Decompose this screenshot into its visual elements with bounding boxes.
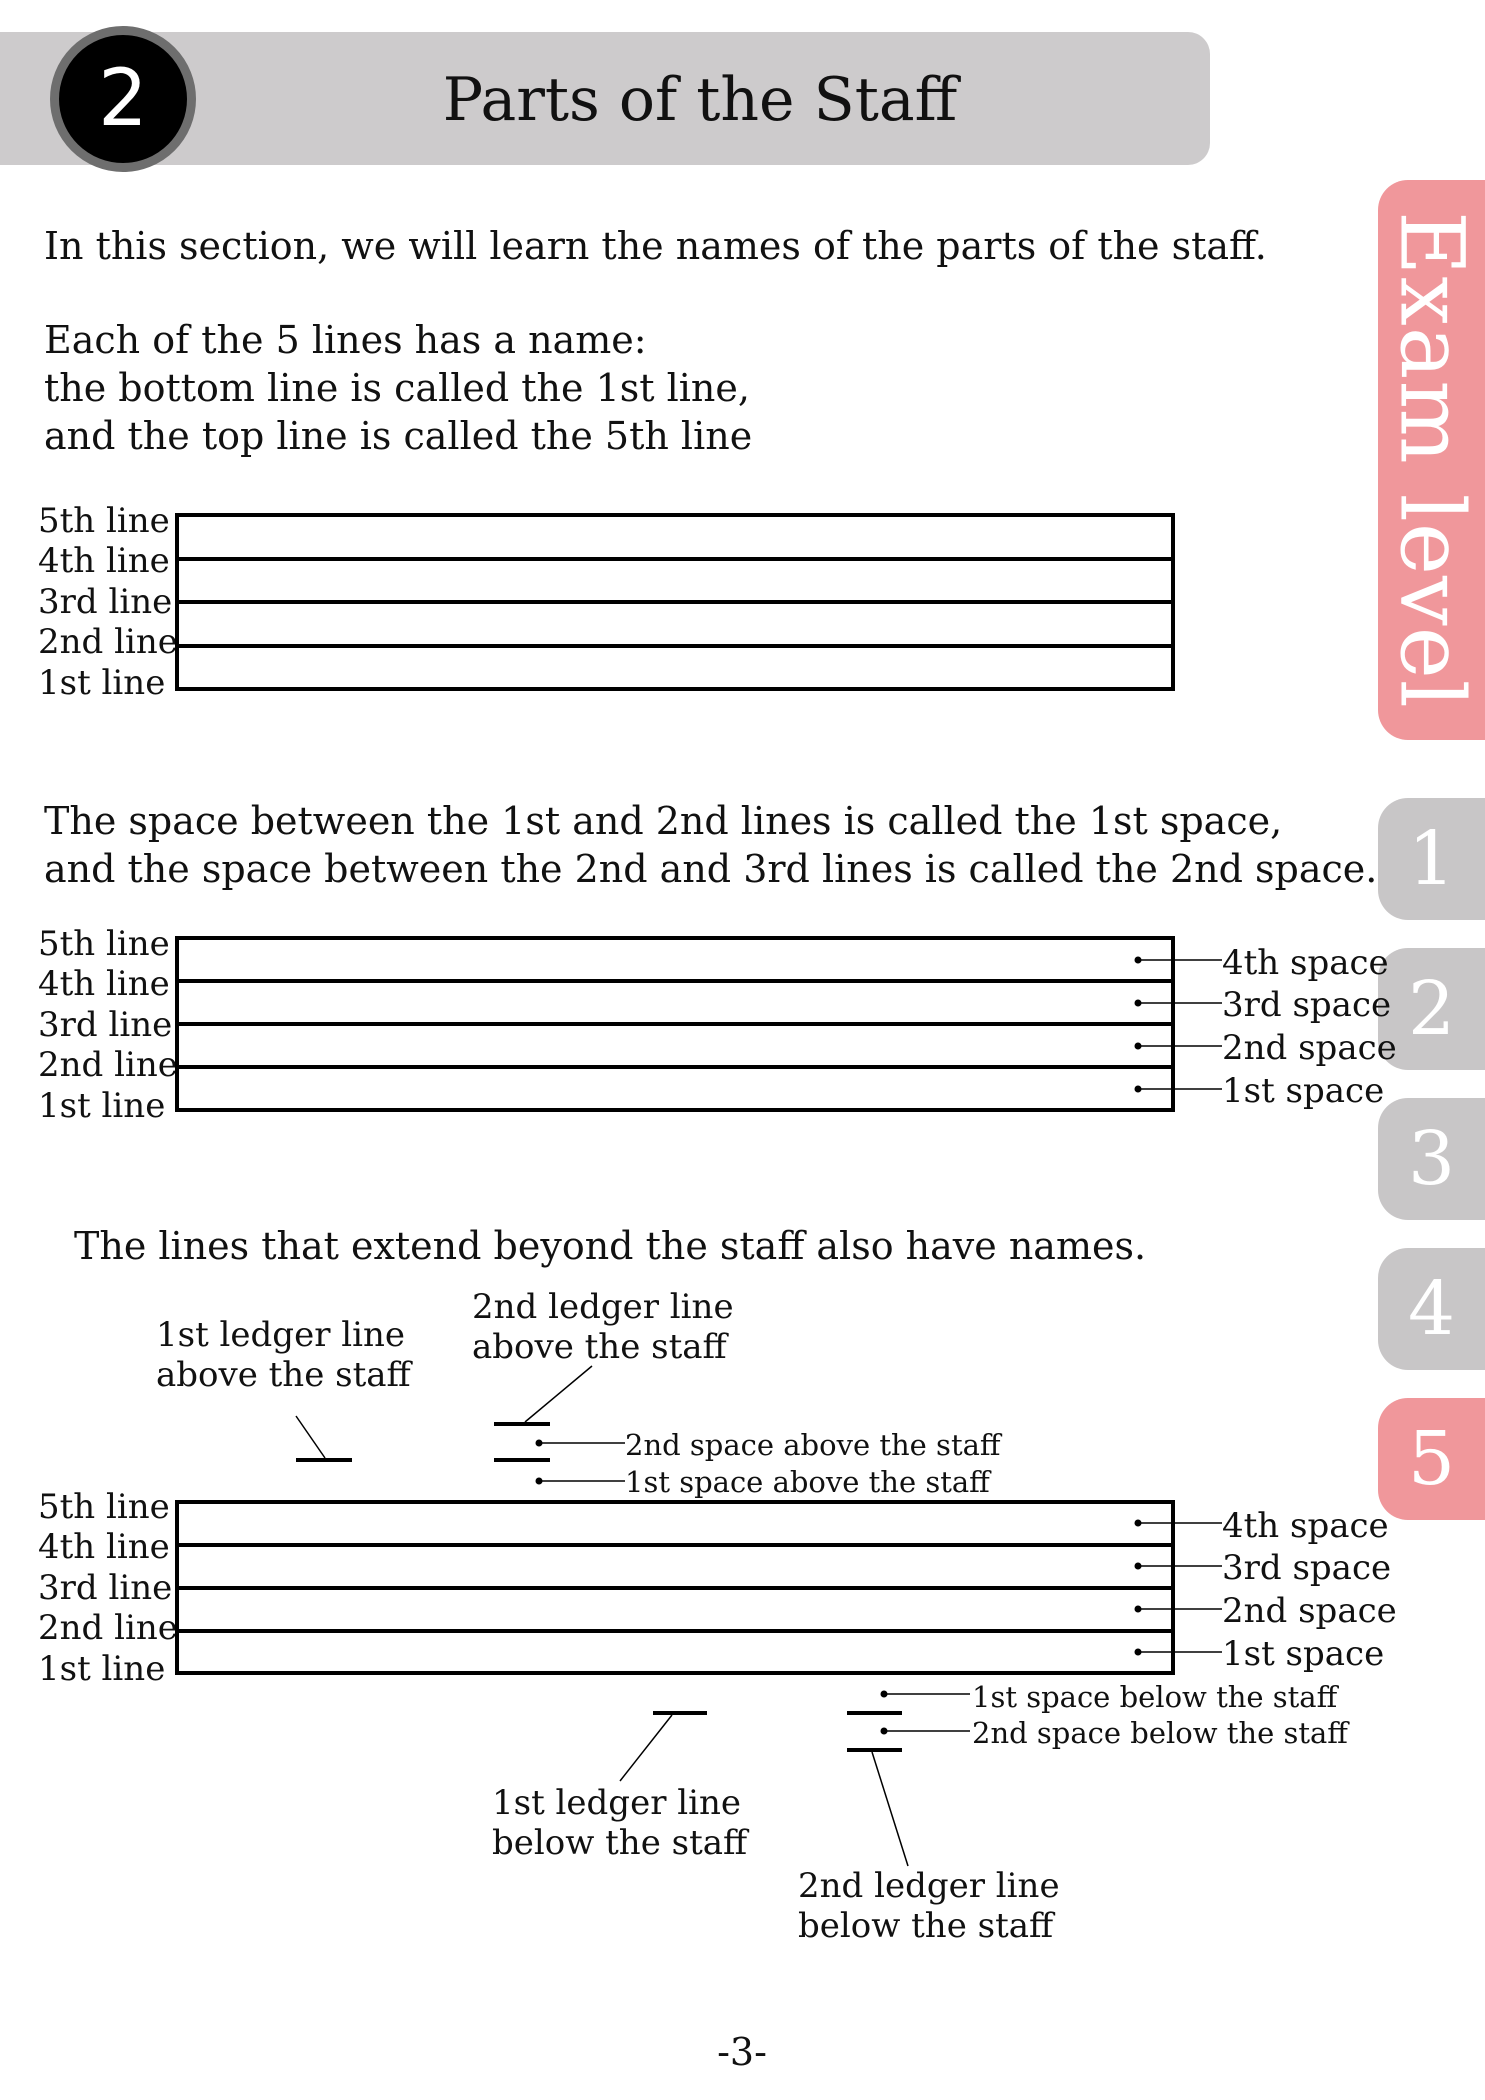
staff1-label-3rd-line: 3rd line (38, 582, 173, 622)
staff3-label-4th-space: 4th space (1222, 1506, 1389, 1546)
pointer-2nd-ledger-below (872, 1752, 908, 1866)
staff2-label-2nd-line: 2nd line (38, 1045, 178, 1085)
staff1-label-4th-line: 4th line (38, 541, 170, 581)
label-1st-ledger-above-line1: 1st ledger line (156, 1315, 406, 1355)
staff3-label-1st-line: 1st line (38, 1649, 166, 1689)
label-1st-ledger-below-line2: below the staff (492, 1823, 748, 1863)
exam-level-label: Exam level (1380, 211, 1484, 709)
label-2nd-ledger-below-line2: below the staff (798, 1906, 1054, 1946)
label-2nd-space-above: 2nd space above the staff (625, 1428, 1001, 1462)
staff-1 (177, 515, 1173, 689)
staff2-label-3rd-line: 3rd line (38, 1005, 173, 1045)
label-1st-ledger-below-line1: 1st ledger line (492, 1783, 742, 1823)
dot-1st-space-above (536, 1478, 543, 1485)
pointer-1st-ledger-below (620, 1715, 672, 1781)
lines-explanation-3: and the top line is called the 5th line (44, 414, 753, 458)
pointer-2nd-ledger-above (525, 1366, 592, 1422)
dot-2nd-space-below (881, 1728, 888, 1735)
label-2nd-space-below: 2nd space below the staff (972, 1716, 1348, 1750)
staff3-label-5th-line: 5th line (38, 1487, 170, 1527)
staff3-label-3rd-space: 3rd space (1222, 1548, 1392, 1588)
lines-explanation-2: the bottom line is called the 1st line, (44, 366, 750, 410)
staff3-label-4th-line: 4th line (38, 1527, 170, 1567)
label-1st-space-below: 1st space below the staff (972, 1680, 1338, 1714)
dot-1st-space-below (881, 1691, 888, 1698)
lines-explanation-1: Each of the 5 lines has a name: (44, 318, 647, 362)
label-2nd-ledger-above-line2: above the staff (472, 1327, 727, 1367)
staff3-dot-3rd-space (1135, 1563, 1142, 1570)
label-2nd-ledger-above-line1: 2nd ledger line (472, 1287, 734, 1327)
staff3-label-3rd-line: 3rd line (38, 1568, 173, 1608)
staff3-dot-2nd-space (1135, 1606, 1142, 1613)
label-1st-space-above: 1st space above the staff (625, 1465, 990, 1499)
label-2nd-ledger-below-line1: 2nd ledger line (798, 1866, 1060, 1906)
staff1-label-2nd-line: 2nd line (38, 622, 178, 662)
staff3-label-2nd-space: 2nd space (1222, 1591, 1397, 1631)
staff-3 (177, 1366, 1222, 1866)
staff2-dot-2nd-space (1135, 1043, 1142, 1050)
staff2-label-1st-space: 1st space (1222, 1071, 1385, 1111)
staff1-label-1st-line: 1st line (38, 663, 166, 703)
spaces-explanation-1: The space between the 1st and 2nd lines is called the 1st space, (44, 799, 1283, 843)
level-tab-2[interactable]: 2 (1378, 948, 1485, 1070)
page-number: -3- (717, 2030, 767, 2074)
staff3-dot-4th-space (1135, 1520, 1142, 1527)
staff2-dot-1st-space (1135, 1086, 1142, 1093)
intro-text: In this section, we will learn the names of the parts of the staff. (44, 224, 1267, 268)
staff2-label-3rd-space: 3rd space (1222, 985, 1392, 1025)
staff3-label-2nd-line: 2nd line (38, 1608, 178, 1648)
staff1-label-5th-line: 5th line (38, 501, 170, 541)
label-1st-ledger-above-line2: above the staff (156, 1355, 411, 1395)
ledger-intro-text: The lines that extend beyond the staff also have names. (74, 1224, 1147, 1268)
staff2-dot-3rd-space (1135, 1000, 1142, 1007)
staff3-dot-1st-space (1135, 1649, 1142, 1656)
level-tab-1[interactable]: 1 (1378, 798, 1485, 920)
staff2-label-4th-space: 4th space (1222, 943, 1389, 983)
staff2-label-4th-line: 4th line (38, 964, 170, 1004)
level-tab-5-active[interactable]: 5 (1378, 1398, 1485, 1520)
level-tab-4[interactable]: 4 (1378, 1248, 1485, 1370)
level-tab-3[interactable]: 3 (1378, 1098, 1485, 1220)
staff3-label-1st-space: 1st space (1222, 1634, 1385, 1674)
spaces-explanation-2: and the space between the 2nd and 3rd lines is called the 2nd space. (44, 847, 1378, 891)
pointer-1st-ledger-above (296, 1416, 325, 1458)
section-number-badge: 2 (50, 26, 196, 172)
page-title: Parts of the Staff (442, 65, 958, 135)
staff2-label-5th-line: 5th line (38, 924, 170, 964)
dot-2nd-space-above (536, 1440, 543, 1447)
staff2-label-2nd-space: 2nd space (1222, 1028, 1397, 1068)
staff2-dot-4th-space (1135, 957, 1142, 964)
staff2-label-1st-line: 1st line (38, 1086, 166, 1126)
staff-2 (177, 938, 1222, 1110)
